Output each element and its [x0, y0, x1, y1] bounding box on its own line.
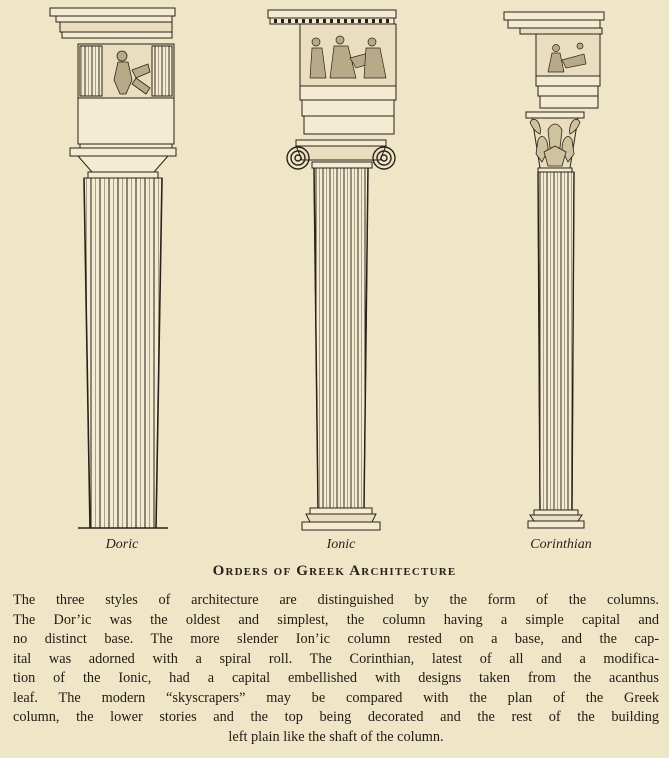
caption-line: tion of the Ionic, had a capital embellished with designs taken from the acanthus [13, 670, 659, 686]
corinthian-label: Corinthian [530, 537, 592, 552]
caption-line: column, the lower stories and the top being decorated and the rest of the building [13, 709, 659, 725]
figure-caption [13, 591, 659, 747]
figure-heading: Orders of Greek Architecture [212, 563, 457, 579]
caption-line: leaf. The modern “skyscrapers” may be compared with the plan of the Greek [13, 689, 659, 706]
caption-line: The three styles of architecture are distinguished by the form of the columns. [13, 592, 659, 608]
doric-column [50, 8, 176, 528]
doric-label: Doric [105, 537, 139, 552]
caption-line: left plain like the shaft of the column. [228, 728, 444, 745]
caption-line: no distinct base. The more slender Ion’ic column rested on a base, and the cap- [13, 631, 659, 647]
caption-line: The Dor’ic was the oldest and simplest, the column having a simple capital and [13, 611, 659, 628]
ionic-column [268, 10, 396, 530]
ionic-label: Ionic [326, 537, 356, 552]
acanthus-leaves [530, 119, 580, 166]
corinthian-column [504, 12, 604, 528]
caption-line: ital was adorned with a spiral roll. The Corinthian, latest of all and a modifica- [13, 650, 659, 667]
